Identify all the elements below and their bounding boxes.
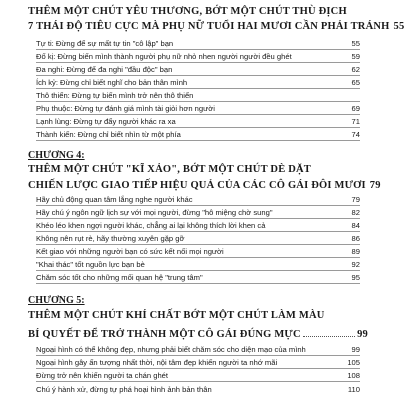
chapter4-heading: CHƯƠNG 4: [28, 150, 85, 161]
toc-entry[interactable]: Lạnh lùng: Đừng tự đẩy người khác ra xa 71 [36, 117, 360, 126]
toc-entry[interactable]: Khéo léo khen ngợi người khác, chẳng ai lại không thích lời khen cả 84 [36, 221, 360, 230]
chapter5-title: THÊM MỘT CHÚT KHÍ CHẤT BỚT MỘT CHÚT LÀM MÀU [28, 310, 325, 321]
chapter5-subtitle-line [28, 326, 368, 340]
toc-entry[interactable]: Ngoại hình gây ấn tượng nhất thời, nội tâm đẹp khiến người ta nhớ mãi 105 [36, 358, 360, 367]
toc-entry[interactable]: Đố kị: Đừng biến mình thành người phụ nữ nhỏ nhen người người đều ghét 59 [36, 52, 360, 61]
part3-entries [36, 37, 360, 141]
chapter5-heading: CHƯƠNG 5: [28, 295, 85, 306]
toc-entry[interactable]: Hãy chủ động quan tâm lắng nghe người khác 79 [36, 195, 360, 204]
toc-entry[interactable]: Phụ thuộc: Đừng tự đánh giá mình tài giỏi hơn người 69 [36, 104, 360, 113]
toc-entry[interactable]: Thành kiến: Đừng chỉ biết nhìn từ một phía 74 [36, 130, 360, 139]
chapter4-title: THÊM MỘT CHÚT "KĨ XẢO", BỚT MỘT CHÚT DÈ DẶT [28, 164, 311, 175]
toc-entry[interactable]: "Khai thác" tốt nguồn lực bạn bè 92 [36, 260, 360, 269]
chapter5-entries [36, 343, 360, 395]
toc-entry[interactable]: Đa nghi: Đừng để đa nghi "đầu độc" bạn 62 [36, 65, 360, 74]
toc-entry[interactable]: Chú ý hành xử, đừng tự phá hoại hình ảnh bản thân 110 [36, 385, 360, 394]
toc-entry[interactable]: Không nên rụt rè, hãy thường xuyên gặp gỡ 86 [36, 234, 360, 243]
toc-entry[interactable]: Thô thiển: Đừng tự biến mình trở nên thô thiển [36, 89, 360, 102]
toc-entry[interactable]: Ích kỷ: Đừng chỉ biết nghĩ cho bản thân mình 65 [36, 78, 360, 87]
chapter4-subtitle: CHIẾN LƯỢC GIAO TIẾP HIỆU QUẢ CỦA CÁC CÔ GÁI ĐÔI MƯƠI [28, 180, 366, 191]
chapter4-entries [36, 193, 360, 284]
part3-title: THÊM MỘT CHÚT YÊU THƯƠNG, BỚT MỘT CHÚT THÙ ĐỊCH [28, 6, 347, 17]
chapter5-subtitle: BÍ QUYẾT ĐỂ TRỞ THÀNH MỘT CÔ GÁI ĐÚNG MỰC [28, 329, 301, 340]
toc-entry[interactable]: Đừng trở nên khiến người ta chán ghét 108 [36, 371, 360, 380]
chapter4-page: 79 [369, 180, 381, 191]
toc-entry[interactable]: Kết giao với những người bạn có sức kết nối mọi người 89 [36, 247, 360, 256]
chapter5-page: 99 [357, 329, 368, 340]
part3-page: 55 [393, 21, 404, 32]
toc-entry[interactable]: Ngoại hình có thể không đẹp, nhưng phải biết chăm sóc cho diện mạo của mình 99 [36, 345, 360, 354]
chapter4-subtitle-line [28, 177, 381, 191]
part3-subtitle: 7 THÁI ĐỘ TIÊU CỰC MÀ PHỤ NỮ TUỔI HAI MƯƠI CẦN PHẢI TRÁNH [28, 21, 390, 32]
toc-entry[interactable]: Chăm sóc tốt cho những mối quan hệ "trung tâm" 95 [36, 273, 360, 282]
part3-subtitle-line [28, 18, 404, 32]
toc-entry[interactable]: Tự ti: Đừng để sự mất tự tin "cô lập" bạn 55 [36, 39, 360, 48]
toc-entry[interactable]: Hãy chú ý ngôn ngữ lịch sự với mọi người, đừng "hô miệng chờ sung" 82 [36, 208, 360, 217]
toc-page [28, 0, 404, 400]
leader-dots [303, 336, 355, 337]
